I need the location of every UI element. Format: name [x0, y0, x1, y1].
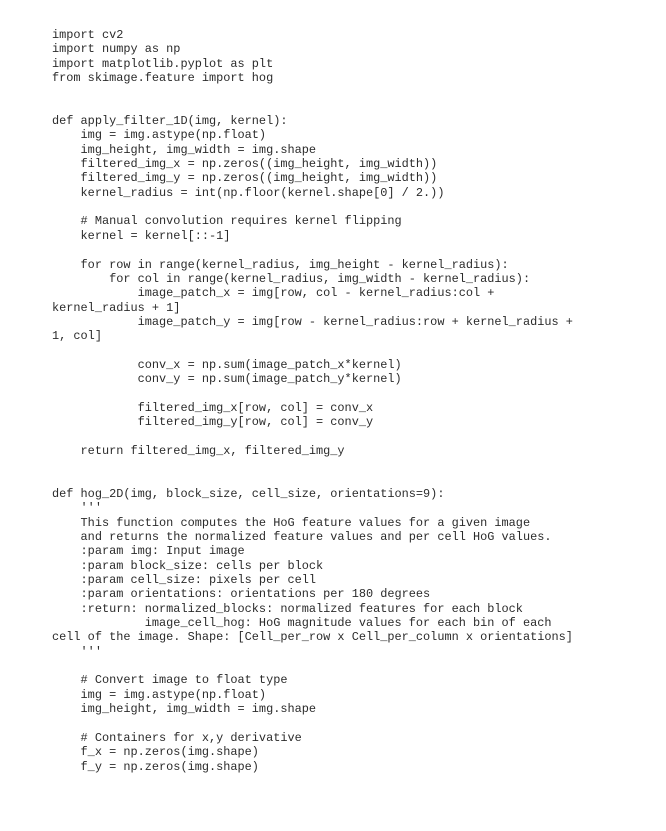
code-line: # Convert image to float type [52, 673, 288, 688]
code-line: This function computes the HoG feature values for a given image [52, 515, 531, 530]
code-line [52, 243, 652, 257]
code-line: f_y = np.zeros(img.shape) [52, 759, 259, 774]
code-line: img = img.astype(np.float) [52, 128, 267, 143]
code-line: for row in range(kernel_radius, img_height - kernel_radius): [52, 257, 509, 272]
code-line: :param orientations: orientations per 180 degrees [52, 587, 431, 602]
code-line [52, 430, 652, 444]
code-line: :param img: Input image [52, 544, 245, 559]
code-line: filtered_img_x = np.zeros((img_height, img_width)) [52, 157, 438, 172]
code-line: def hog_2D(img, block_size, cell_size, orientations=9): [52, 487, 445, 501]
code-line: image_patch_x = img[row, col - kernel_radius:col + [52, 286, 495, 301]
code-line [52, 100, 652, 114]
code-line: import matplotlib.pyplot as plt [52, 56, 274, 71]
code-line: # Containers for x,y derivative [52, 730, 302, 745]
code-line: kernel_radius = int(np.floor(kernel.shape[0] / 2.)) [52, 185, 445, 200]
code-line: :return: normalized_blocks: normalized features for each block [52, 601, 523, 616]
code-line: filtered_img_x[row, col] = conv_x [52, 400, 374, 415]
code-line [52, 659, 652, 673]
code-line: conv_x = np.sum(image_patch_x*kernel) [52, 357, 402, 372]
code-line: :param cell_size: pixels per cell [52, 573, 317, 588]
code-line: image_cell_hog: HoG magnitude values for each bin of each [52, 616, 552, 631]
code-line [52, 85, 652, 99]
code-line: from skimage.feature import hog [52, 71, 274, 86]
code-line: import numpy as np [52, 42, 181, 57]
code-line: img_height, img_width = img.shape [52, 142, 317, 157]
code-line: def apply_filter_1D(img, kernel): [52, 114, 288, 129]
code-line: conv_y = np.sum(image_patch_y*kernel) [52, 372, 402, 387]
code-line [52, 458, 652, 472]
code-line: ''' [52, 501, 102, 516]
code-line [52, 200, 652, 214]
code-line: and returns the normalized feature values and per cell HoG values. [52, 530, 552, 545]
code-line: for col in range(kernel_radius, img_width - kernel_radius): [52, 271, 531, 286]
code-line [52, 387, 652, 401]
code-line: 1, col] [52, 329, 102, 344]
code-line: img = img.astype(np.float) [52, 687, 267, 702]
code-line [52, 344, 652, 358]
code-line: img_height, img_width = img.shape [52, 702, 317, 717]
code-line: # Manual convolution requires kernel flipping [52, 214, 402, 229]
code-line: filtered_img_y[row, col] = conv_y [52, 415, 374, 430]
code-line: kernel = kernel[::-1] [52, 228, 231, 243]
code-line: import cv2 [52, 28, 124, 42]
code-line: f_x = np.zeros(img.shape) [52, 745, 259, 760]
code-line: filtered_img_y = np.zeros((img_height, img_width)) [52, 171, 438, 186]
code-line: :param block_size: cells per block [52, 558, 324, 573]
code-line: cell of the image. Shape: [Cell_per_row x Cell_per_column x orientations] [52, 630, 573, 645]
code-block [52, 28, 652, 774]
code-line: image_patch_y = img[row - kernel_radius:row + kernel_radius + [52, 314, 573, 329]
code-line: ''' [52, 644, 102, 659]
code-line: return filtered_img_x, filtered_img_y [52, 443, 345, 458]
code-line: kernel_radius + 1] [52, 300, 181, 315]
code-line [52, 717, 652, 731]
code-line [52, 473, 652, 487]
